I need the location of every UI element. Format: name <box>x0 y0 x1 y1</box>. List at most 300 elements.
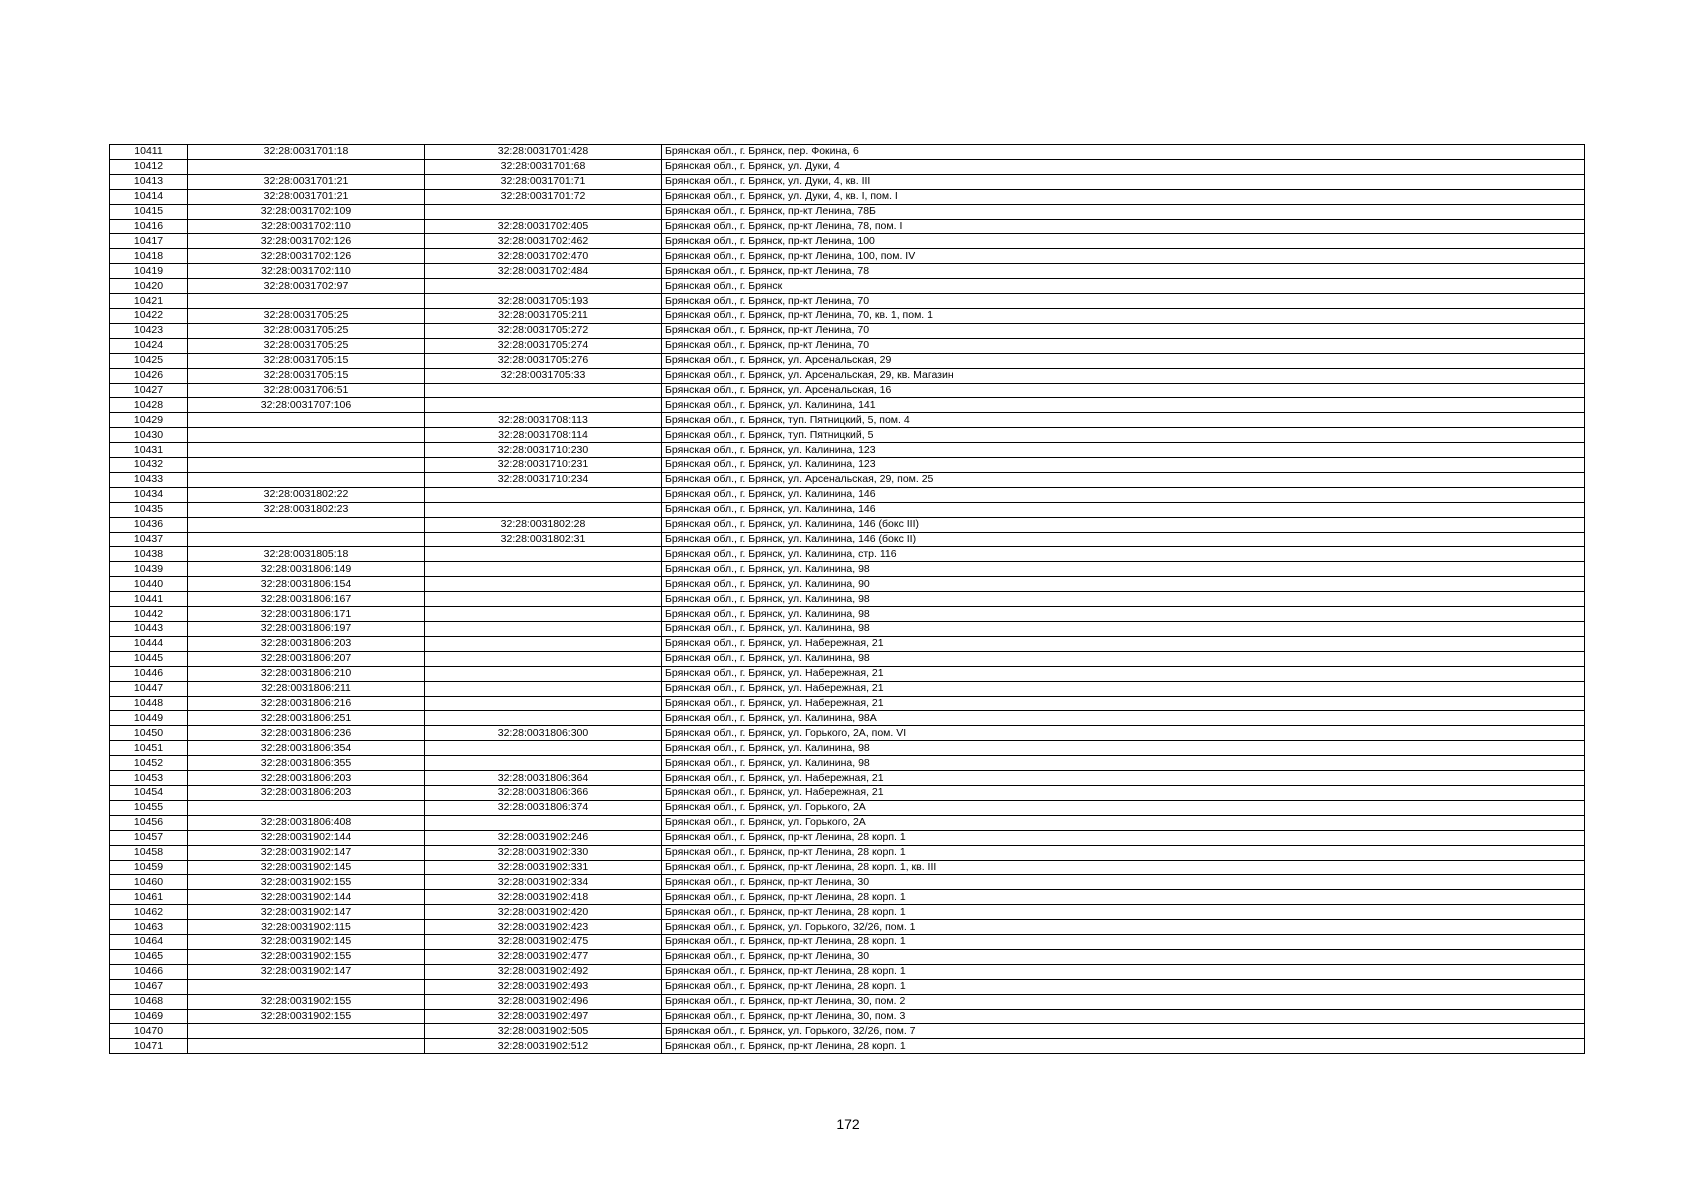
land-plot-cadastral-cell: 32:28:0031902:155 <box>188 949 425 964</box>
land-plot-cadastral-cell: 32:28:0031701:21 <box>188 174 425 189</box>
table-row <box>110 994 1585 1009</box>
address-cell: Брянская обл., г. Брянск, ул. Арсенальская, 29, кв. Магазин <box>662 368 1585 383</box>
land-plot-cadastral-cell: 32:28:0031806:211 <box>188 681 425 696</box>
row-number-cell: 10421 <box>110 294 188 309</box>
table-row <box>110 487 1585 502</box>
page-number: 172 <box>836 1116 860 1132</box>
table-row <box>110 756 1585 771</box>
table-row <box>110 308 1585 323</box>
land-plot-cadastral-cell: 32:28:0031902:144 <box>188 830 425 845</box>
address-cell: Брянская обл., г. Брянск, ул. Горького, 2А <box>662 800 1585 815</box>
table-row <box>110 249 1585 264</box>
table-row <box>110 607 1585 622</box>
address-cell: Брянская обл., г. Брянск, пр-кт Ленина, 78 <box>662 264 1585 279</box>
address-cell: Брянская обл., г. Брянск, ул. Горького, 2А <box>662 815 1585 830</box>
row-number-cell: 10452 <box>110 756 188 771</box>
land-plot-cadastral-cell: 32:28:0031701:21 <box>188 189 425 204</box>
object-cadastral-cell: 32:28:0031701:428 <box>425 145 662 160</box>
object-cadastral-cell: 32:28:0031902:418 <box>425 890 662 905</box>
row-number-cell: 10412 <box>110 159 188 174</box>
table-row <box>110 547 1585 562</box>
land-plot-cadastral-cell <box>188 443 425 458</box>
table-row <box>110 517 1585 532</box>
row-number-cell: 10422 <box>110 308 188 323</box>
row-number-cell: 10467 <box>110 979 188 994</box>
object-cadastral-cell: 32:28:0031902:331 <box>425 860 662 875</box>
table-row <box>110 502 1585 517</box>
table-row <box>110 323 1585 338</box>
address-cell: Брянская обл., г. Брянск, ул. Дуки, 4, кв. I, пом. I <box>662 189 1585 204</box>
table-row <box>110 860 1585 875</box>
table-row <box>110 771 1585 786</box>
land-plot-cadastral-cell: 32:28:0031902:145 <box>188 935 425 950</box>
object-cadastral-cell <box>425 383 662 398</box>
address-cell: Брянская обл., г. Брянск, пер. Фокина, 6 <box>662 145 1585 160</box>
address-cell: Брянская обл., г. Брянск, ул. Калинина, 146 (бокс II) <box>662 532 1585 547</box>
row-number-cell: 10416 <box>110 219 188 234</box>
table-row <box>110 964 1585 979</box>
land-plot-cadastral-cell: 32:28:0031806:354 <box>188 741 425 756</box>
row-number-cell: 10439 <box>110 562 188 577</box>
table-row <box>110 726 1585 741</box>
address-cell: Брянская обл., г. Брянск, ул. Калинина, 98 <box>662 607 1585 622</box>
land-plot-cadastral-cell <box>188 1024 425 1039</box>
land-plot-cadastral-cell <box>188 159 425 174</box>
row-number-cell: 10469 <box>110 1009 188 1024</box>
object-cadastral-cell: 32:28:0031702:462 <box>425 234 662 249</box>
address-cell: Брянская обл., г. Брянск, ул. Набережная, 21 <box>662 636 1585 651</box>
object-cadastral-cell: 32:28:0031710:230 <box>425 443 662 458</box>
table-row <box>110 577 1585 592</box>
object-cadastral-cell <box>425 592 662 607</box>
object-cadastral-cell: 32:28:0031705:33 <box>425 368 662 383</box>
table-row <box>110 711 1585 726</box>
address-cell: Брянская обл., г. Брянск, пр-кт Ленина, 28 корп. 1 <box>662 964 1585 979</box>
land-plot-cadastral-cell: 32:28:0031702:110 <box>188 219 425 234</box>
address-cell: Брянская обл., г. Брянск, ул. Калинина, 98А <box>662 711 1585 726</box>
address-cell: Брянская обл., г. Брянск, ул. Арсенальская, 16 <box>662 383 1585 398</box>
address-cell: Брянская обл., г. Брянск, пр-кт Ленина, 28 корп. 1 <box>662 890 1585 905</box>
row-number-cell: 10447 <box>110 681 188 696</box>
row-number-cell: 10458 <box>110 845 188 860</box>
object-cadastral-cell: 32:28:0031902:512 <box>425 1039 662 1054</box>
land-plot-cadastral-cell: 32:28:0031802:22 <box>188 487 425 502</box>
address-cell: Брянская обл., г. Брянск, пр-кт Ленина, 70 <box>662 294 1585 309</box>
object-cadastral-cell: 32:28:0031702:470 <box>425 249 662 264</box>
row-number-cell: 10434 <box>110 487 188 502</box>
row-number-cell: 10430 <box>110 428 188 443</box>
address-cell: Брянская обл., г. Брянск, ул. Калинина, 146 <box>662 487 1585 502</box>
object-cadastral-cell: 32:28:0031708:113 <box>425 413 662 428</box>
address-cell: Брянская обл., г. Брянск, ул. Набережная, 21 <box>662 681 1585 696</box>
object-cadastral-cell: 32:28:0031902:496 <box>425 994 662 1009</box>
object-cadastral-cell <box>425 487 662 502</box>
object-cadastral-cell: 32:28:0031902:423 <box>425 920 662 935</box>
land-plot-cadastral-cell: 32:28:0031806:207 <box>188 651 425 666</box>
object-cadastral-cell: 32:28:0031702:484 <box>425 264 662 279</box>
row-number-cell: 10451 <box>110 741 188 756</box>
registry-table-body <box>110 145 1585 1054</box>
row-number-cell: 10462 <box>110 905 188 920</box>
table-row <box>110 458 1585 473</box>
address-cell: Брянская обл., г. Брянск, ул. Горького, 32/26, пом. 1 <box>662 920 1585 935</box>
address-cell: Брянская обл., г. Брянск, пр-кт Ленина, 28 корп. 1 <box>662 905 1585 920</box>
property-registry-table <box>109 144 1585 1054</box>
row-number-cell: 10449 <box>110 711 188 726</box>
land-plot-cadastral-cell: 32:28:0031902:155 <box>188 875 425 890</box>
row-number-cell: 10418 <box>110 249 188 264</box>
object-cadastral-cell <box>425 741 662 756</box>
object-cadastral-cell: 32:28:0031710:234 <box>425 472 662 487</box>
row-number-cell: 10453 <box>110 771 188 786</box>
land-plot-cadastral-cell: 32:28:0031705:15 <box>188 368 425 383</box>
object-cadastral-cell: 32:28:0031902:477 <box>425 949 662 964</box>
land-plot-cadastral-cell: 32:28:0031806:167 <box>188 592 425 607</box>
row-number-cell: 10445 <box>110 651 188 666</box>
table-row <box>110 666 1585 681</box>
address-cell: Брянская обл., г. Брянск, ул. Дуки, 4 <box>662 159 1585 174</box>
land-plot-cadastral-cell: 32:28:0031702:126 <box>188 234 425 249</box>
land-plot-cadastral-cell: 32:28:0031806:203 <box>188 636 425 651</box>
object-cadastral-cell <box>425 696 662 711</box>
object-cadastral-cell: 32:28:0031902:475 <box>425 935 662 950</box>
object-cadastral-cell: 32:28:0031702:405 <box>425 219 662 234</box>
address-cell: Брянская обл., г. Брянск, ул. Арсенальская, 29, пом. 25 <box>662 472 1585 487</box>
table-row <box>110 696 1585 711</box>
address-cell: Брянская обл., г. Брянск, ул. Набережная, 21 <box>662 696 1585 711</box>
address-cell: Брянская обл., г. Брянск, ул. Калинина, 98 <box>662 622 1585 637</box>
table-row <box>110 562 1585 577</box>
object-cadastral-cell <box>425 607 662 622</box>
address-cell: Брянская обл., г. Брянск, пр-кт Ленина, 30 <box>662 949 1585 964</box>
address-cell: Брянская обл., г. Брянск, пр-кт Ленина, 70 <box>662 338 1585 353</box>
table-row <box>110 979 1585 994</box>
object-cadastral-cell <box>425 636 662 651</box>
land-plot-cadastral-cell <box>188 800 425 815</box>
land-plot-cadastral-cell: 32:28:0031806:203 <box>188 771 425 786</box>
object-cadastral-cell: 32:28:0031708:114 <box>425 428 662 443</box>
table-row <box>110 353 1585 368</box>
table-row <box>110 189 1585 204</box>
land-plot-cadastral-cell: 32:28:0031707:106 <box>188 398 425 413</box>
land-plot-cadastral-cell: 32:28:0031702:109 <box>188 204 425 219</box>
table-row <box>110 532 1585 547</box>
object-cadastral-cell: 32:28:0031902:420 <box>425 905 662 920</box>
object-cadastral-cell: 32:28:0031902:492 <box>425 964 662 979</box>
row-number-cell: 10446 <box>110 666 188 681</box>
table-row <box>110 622 1585 637</box>
row-number-cell: 10417 <box>110 234 188 249</box>
address-cell: Брянская обл., г. Брянск, ул. Арсенальская, 29 <box>662 353 1585 368</box>
address-cell: Брянская обл., г. Брянск, пр-кт Ленина, 28 корп. 1 <box>662 935 1585 950</box>
address-cell: Брянская обл., г. Брянск, пр-кт Ленина, 28 корп. 1 <box>662 979 1585 994</box>
land-plot-cadastral-cell: 32:28:0031806:236 <box>188 726 425 741</box>
row-number-cell: 10468 <box>110 994 188 1009</box>
address-cell: Брянская обл., г. Брянск, пр-кт Ленина, 30, пом. 2 <box>662 994 1585 1009</box>
land-plot-cadastral-cell <box>188 413 425 428</box>
land-plot-cadastral-cell: 32:28:0031701:18 <box>188 145 425 160</box>
address-cell: Брянская обл., г. Брянск, пр-кт Ленина, 28 корп. 1 <box>662 1039 1585 1054</box>
address-cell: Брянская обл., г. Брянск, туп. Пятницкий, 5 <box>662 428 1585 443</box>
object-cadastral-cell: 32:28:0031802:28 <box>425 517 662 532</box>
row-number-cell: 10429 <box>110 413 188 428</box>
row-number-cell: 10419 <box>110 264 188 279</box>
table-row <box>110 145 1585 160</box>
object-cadastral-cell: 32:28:0031902:493 <box>425 979 662 994</box>
row-number-cell: 10440 <box>110 577 188 592</box>
row-number-cell: 10411 <box>110 145 188 160</box>
land-plot-cadastral-cell: 32:28:0031706:51 <box>188 383 425 398</box>
object-cadastral-cell <box>425 547 662 562</box>
land-plot-cadastral-cell <box>188 532 425 547</box>
address-cell: Брянская обл., г. Брянск, ул. Калинина, 98 <box>662 756 1585 771</box>
row-number-cell: 10433 <box>110 472 188 487</box>
table-row <box>110 413 1585 428</box>
table-row <box>110 1039 1585 1054</box>
address-cell: Брянская обл., г. Брянск, ул. Калинина, 146 <box>662 502 1585 517</box>
object-cadastral-cell: 32:28:0031701:68 <box>425 159 662 174</box>
land-plot-cadastral-cell <box>188 517 425 532</box>
row-number-cell: 10441 <box>110 592 188 607</box>
row-number-cell: 10437 <box>110 532 188 547</box>
address-cell: Брянская обл., г. Брянск, пр-кт Ленина, 30 <box>662 875 1585 890</box>
address-cell: Брянская обл., г. Брянск, ул. Горького, 32/26, пом. 7 <box>662 1024 1585 1039</box>
land-plot-cadastral-cell: 32:28:0031902:147 <box>188 905 425 920</box>
table-row <box>110 294 1585 309</box>
land-plot-cadastral-cell <box>188 294 425 309</box>
table-row <box>110 741 1585 756</box>
land-plot-cadastral-cell: 32:28:0031705:25 <box>188 308 425 323</box>
address-cell: Брянская обл., г. Брянск, пр-кт Ленина, 78Б <box>662 204 1585 219</box>
land-plot-cadastral-cell: 32:28:0031705:25 <box>188 338 425 353</box>
land-plot-cadastral-cell: 32:28:0031806:203 <box>188 785 425 800</box>
object-cadastral-cell <box>425 651 662 666</box>
object-cadastral-cell: 32:28:0031705:274 <box>425 338 662 353</box>
object-cadastral-cell <box>425 279 662 294</box>
table-row <box>110 815 1585 830</box>
land-plot-cadastral-cell: 32:28:0031806:149 <box>188 562 425 577</box>
object-cadastral-cell: 32:28:0031710:231 <box>425 458 662 473</box>
table-row <box>110 472 1585 487</box>
row-number-cell: 10413 <box>110 174 188 189</box>
row-number-cell: 10444 <box>110 636 188 651</box>
row-number-cell: 10459 <box>110 860 188 875</box>
object-cadastral-cell: 32:28:0031806:366 <box>425 785 662 800</box>
table-row <box>110 338 1585 353</box>
address-cell: Брянская обл., г. Брянск, ул. Набережная, 21 <box>662 771 1585 786</box>
table-row <box>110 1009 1585 1024</box>
address-cell: Брянская обл., г. Брянск, пр-кт Ленина, 28 корп. 1 <box>662 845 1585 860</box>
table-row <box>110 1024 1585 1039</box>
table-row <box>110 845 1585 860</box>
table-row <box>110 383 1585 398</box>
object-cadastral-cell: 32:28:0031902:246 <box>425 830 662 845</box>
land-plot-cadastral-cell: 32:28:0031705:25 <box>188 323 425 338</box>
address-cell: Брянская обл., г. Брянск, туп. Пятницкий, 5, пом. 4 <box>662 413 1585 428</box>
land-plot-cadastral-cell: 32:28:0031902:147 <box>188 964 425 979</box>
address-cell: Брянская обл., г. Брянск, ул. Горького, 2А, пом. VI <box>662 726 1585 741</box>
address-cell: Брянская обл., г. Брянск, пр-кт Ленина, 30, пом. 3 <box>662 1009 1585 1024</box>
object-cadastral-cell: 32:28:0031705:211 <box>425 308 662 323</box>
table-row <box>110 219 1585 234</box>
object-cadastral-cell: 32:28:0031902:497 <box>425 1009 662 1024</box>
address-cell: Брянская обл., г. Брянск, ул. Набережная, 21 <box>662 785 1585 800</box>
address-cell: Брянская обл., г. Брянск, ул. Калинина, 90 <box>662 577 1585 592</box>
land-plot-cadastral-cell <box>188 458 425 473</box>
row-number-cell: 10463 <box>110 920 188 935</box>
row-number-cell: 10432 <box>110 458 188 473</box>
table-row <box>110 905 1585 920</box>
table-row <box>110 800 1585 815</box>
land-plot-cadastral-cell: 32:28:0031805:18 <box>188 547 425 562</box>
land-plot-cadastral-cell: 32:28:0031806:210 <box>188 666 425 681</box>
table-row <box>110 636 1585 651</box>
table-row <box>110 935 1585 950</box>
land-plot-cadastral-cell: 32:28:0031806:251 <box>188 711 425 726</box>
row-number-cell: 10414 <box>110 189 188 204</box>
address-cell: Брянская обл., г. Брянск, ул. Калинина, стр. 116 <box>662 547 1585 562</box>
row-number-cell: 10471 <box>110 1039 188 1054</box>
row-number-cell: 10448 <box>110 696 188 711</box>
row-number-cell: 10428 <box>110 398 188 413</box>
address-cell: Брянская обл., г. Брянск, пр-кт Ленина, 100 <box>662 234 1585 249</box>
land-plot-cadastral-cell: 32:28:0031702:110 <box>188 264 425 279</box>
row-number-cell: 10465 <box>110 949 188 964</box>
table-row <box>110 785 1585 800</box>
address-cell: Брянская обл., г. Брянск, ул. Калинина, 98 <box>662 592 1585 607</box>
row-number-cell: 10442 <box>110 607 188 622</box>
object-cadastral-cell <box>425 666 662 681</box>
land-plot-cadastral-cell <box>188 1039 425 1054</box>
table-row <box>110 651 1585 666</box>
row-number-cell: 10450 <box>110 726 188 741</box>
row-number-cell: 10454 <box>110 785 188 800</box>
land-plot-cadastral-cell: 32:28:0031806:154 <box>188 577 425 592</box>
row-number-cell: 10435 <box>110 502 188 517</box>
row-number-cell: 10456 <box>110 815 188 830</box>
land-plot-cadastral-cell: 32:28:0031806:408 <box>188 815 425 830</box>
object-cadastral-cell <box>425 398 662 413</box>
land-plot-cadastral-cell <box>188 472 425 487</box>
object-cadastral-cell: 32:28:0031705:193 <box>425 294 662 309</box>
table-row <box>110 279 1585 294</box>
land-plot-cadastral-cell: 32:28:0031806:171 <box>188 607 425 622</box>
table-row <box>110 830 1585 845</box>
table-row <box>110 592 1585 607</box>
object-cadastral-cell: 32:28:0031806:300 <box>425 726 662 741</box>
land-plot-cadastral-cell: 32:28:0031806:216 <box>188 696 425 711</box>
object-cadastral-cell <box>425 815 662 830</box>
land-plot-cadastral-cell: 32:28:0031702:126 <box>188 249 425 264</box>
address-cell: Брянская обл., г. Брянск, ул. Калинина, 123 <box>662 443 1585 458</box>
address-cell: Брянская обл., г. Брянск, пр-кт Ленина, 28 корп. 1 <box>662 830 1585 845</box>
land-plot-cadastral-cell: 32:28:0031902:155 <box>188 1009 425 1024</box>
address-cell: Брянская обл., г. Брянск, ул. Калинина, 98 <box>662 562 1585 577</box>
row-number-cell: 10425 <box>110 353 188 368</box>
object-cadastral-cell: 32:28:0031806:374 <box>425 800 662 815</box>
land-plot-cadastral-cell <box>188 428 425 443</box>
table-row <box>110 174 1585 189</box>
address-cell: Брянская обл., г. Брянск, ул. Дуки, 4, кв. III <box>662 174 1585 189</box>
address-cell: Брянская обл., г. Брянск, ул. Калинина, 98 <box>662 651 1585 666</box>
object-cadastral-cell <box>425 681 662 696</box>
row-number-cell: 10423 <box>110 323 188 338</box>
address-cell: Брянская обл., г. Брянск, пр-кт Ленина, 28 корп. 1, кв. III <box>662 860 1585 875</box>
land-plot-cadastral-cell: 32:28:0031705:15 <box>188 353 425 368</box>
row-number-cell: 10436 <box>110 517 188 532</box>
row-number-cell: 10420 <box>110 279 188 294</box>
address-cell: Брянская обл., г. Брянск, пр-кт Ленина, 78, пом. I <box>662 219 1585 234</box>
table-row <box>110 204 1585 219</box>
address-cell: Брянская обл., г. Брянск, пр-кт Ленина, 70 <box>662 323 1585 338</box>
object-cadastral-cell: 32:28:0031902:330 <box>425 845 662 860</box>
land-plot-cadastral-cell: 32:28:0031902:155 <box>188 994 425 1009</box>
row-number-cell: 10464 <box>110 935 188 950</box>
address-cell: Брянская обл., г. Брянск <box>662 279 1585 294</box>
table-row <box>110 264 1585 279</box>
land-plot-cadastral-cell: 32:28:0031902:145 <box>188 860 425 875</box>
object-cadastral-cell: 32:28:0031705:272 <box>425 323 662 338</box>
land-plot-cadastral-cell <box>188 979 425 994</box>
table-row <box>110 159 1585 174</box>
table-row <box>110 443 1585 458</box>
table-row <box>110 890 1585 905</box>
row-number-cell: 10457 <box>110 830 188 845</box>
row-number-cell: 10470 <box>110 1024 188 1039</box>
table-row <box>110 681 1585 696</box>
table-row <box>110 949 1585 964</box>
land-plot-cadastral-cell: 32:28:0031806:197 <box>188 622 425 637</box>
land-plot-cadastral-cell: 32:28:0031702:97 <box>188 279 425 294</box>
table-row <box>110 368 1585 383</box>
table-row <box>110 398 1585 413</box>
row-number-cell: 10466 <box>110 964 188 979</box>
object-cadastral-cell: 32:28:0031902:505 <box>425 1024 662 1039</box>
row-number-cell: 10443 <box>110 622 188 637</box>
object-cadastral-cell: 32:28:0031902:334 <box>425 875 662 890</box>
object-cadastral-cell: 32:28:0031705:276 <box>425 353 662 368</box>
table-row <box>110 920 1585 935</box>
address-cell: Брянская обл., г. Брянск, пр-кт Ленина, 100, пом. IV <box>662 249 1585 264</box>
address-cell: Брянская обл., г. Брянск, ул. Калинина, 98 <box>662 741 1585 756</box>
land-plot-cadastral-cell: 32:28:0031806:355 <box>188 756 425 771</box>
row-number-cell: 10415 <box>110 204 188 219</box>
object-cadastral-cell: 32:28:0031701:71 <box>425 174 662 189</box>
land-plot-cadastral-cell: 32:28:0031902:115 <box>188 920 425 935</box>
object-cadastral-cell <box>425 622 662 637</box>
table-row <box>110 875 1585 890</box>
row-number-cell: 10427 <box>110 383 188 398</box>
object-cadastral-cell: 32:28:0031802:31 <box>425 532 662 547</box>
address-cell: Брянская обл., г. Брянск, ул. Калинина, 146 (бокс III) <box>662 517 1585 532</box>
object-cadastral-cell <box>425 711 662 726</box>
object-cadastral-cell: 32:28:0031806:364 <box>425 771 662 786</box>
address-cell: Брянская обл., г. Брянск, ул. Калинина, 141 <box>662 398 1585 413</box>
row-number-cell: 10424 <box>110 338 188 353</box>
address-cell: Брянская обл., г. Брянск, ул. Набережная, 21 <box>662 666 1585 681</box>
row-number-cell: 10431 <box>110 443 188 458</box>
land-plot-cadastral-cell: 32:28:0031902:144 <box>188 890 425 905</box>
row-number-cell: 10438 <box>110 547 188 562</box>
address-cell: Брянская обл., г. Брянск, пр-кт Ленина, 70, кв. 1, пом. 1 <box>662 308 1585 323</box>
land-plot-cadastral-cell: 32:28:0031902:147 <box>188 845 425 860</box>
address-cell: Брянская обл., г. Брянск, ул. Калинина, 123 <box>662 458 1585 473</box>
object-cadastral-cell <box>425 577 662 592</box>
row-number-cell: 10460 <box>110 875 188 890</box>
object-cadastral-cell: 32:28:0031701:72 <box>425 189 662 204</box>
object-cadastral-cell <box>425 502 662 517</box>
object-cadastral-cell <box>425 562 662 577</box>
